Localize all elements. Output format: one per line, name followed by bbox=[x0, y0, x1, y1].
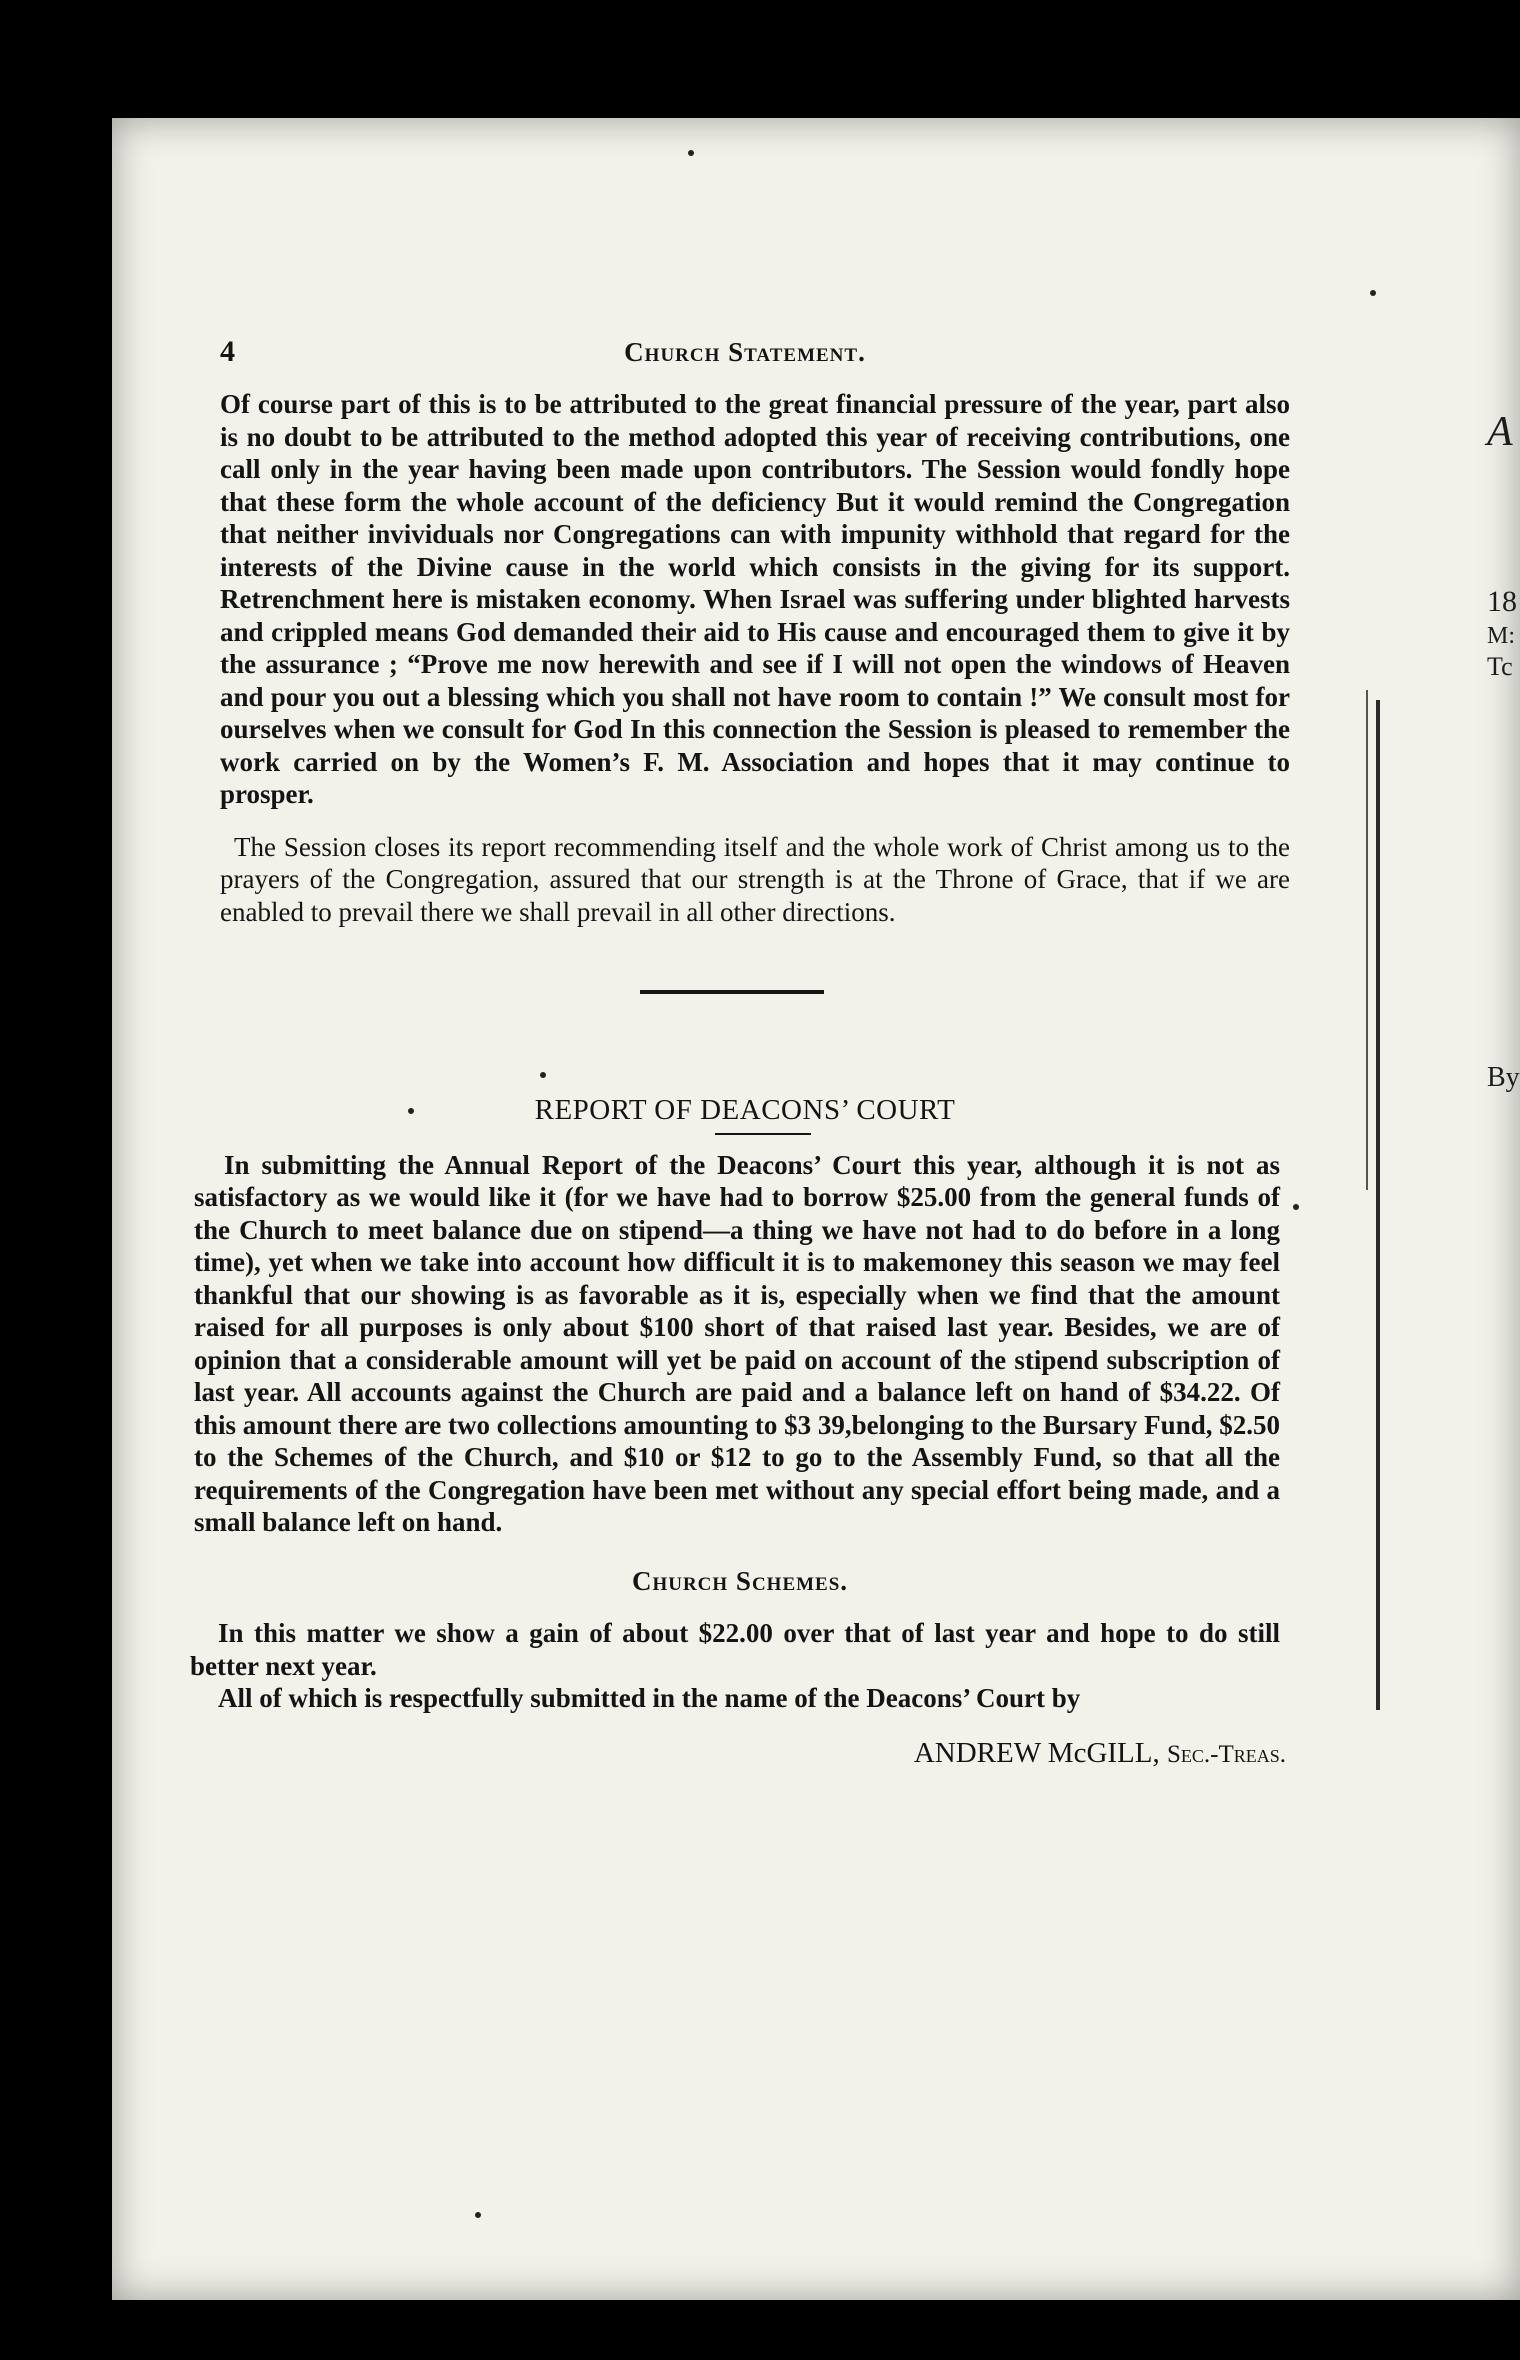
session-closing-paragraph: The Session closes its report recommending itself and the whole work of Christ among us to the prayers of the Congregation, assured that our strength is at the Throne of Grace, that if we are enabled to prevail there we shall prevail in all other directions. bbox=[220, 831, 1290, 927]
section-divider bbox=[640, 990, 824, 994]
page-content bbox=[190, 330, 1290, 1771]
facing-page-letter: A bbox=[1487, 409, 1513, 455]
title-underline bbox=[715, 1133, 811, 1135]
binding-shadow-line-inner bbox=[1366, 690, 1368, 1190]
binding-shadow-line bbox=[1376, 700, 1380, 1710]
deacons-report-paragraph: In submitting the Annual Report of the Deacons’ Court this year, although it is not as satisfactory as we would like it (for we have had to borrow $25.00 from the general funds of the Church to meet balance due on stipend—a thing we have not had to do before in a long time), yet when we take into account how difficult it is to makemoney this season we may feel thankful that our showing is as favorable as it is, especially when we find that the amount raised for all purposes is only about $100 short of that raised last year. Besides, we are of opinion that a considerable amount will yet be paid on account of the stipend subscription of last year. All accounts against the Church are paid and a balance left on hand of $34.22. Of this amount there are two collections amounting to $3 39,belonging to the Bursary Fund, $2.50 to the Schemes of the Church, and $10 or $12 to go to the Assembly Fund, so that all the requirements of the Congregation have been met without any special effort being made, and a small balance left on hand. bbox=[194, 1149, 1280, 1537]
signature-line bbox=[190, 1737, 1286, 1772]
session-report-paragraph: Of course part of this is to be attributed to the great financial pressure of the year, part also is no doubt to be attributed to the method adopted this year of receiving contributions, one call only in the year having been made upon contributors. The Session would fondly hope that these form the whole account of the deficiency But it would remind the Congregation that neither invividuals nor Congregations can with impunity withhold that regard for the interests of the Divine cause in the world which consists in the giving for its support. Retrenchment here is mistaken economy. When Israel was suffering under blighted harvests and crippled means God demanded their aid to His cause and encouraged them to give it by the assurance ; “Prove me now herewith and see if I will not open the windows of Heaven and pour you out a blessing which you shall not have room to contain !” We consult most for ourselves when we consult for God In this connection the Session is pleased to remember the work carried on by the Women’s F. M. Association and hopes that it may continue to prosper. bbox=[220, 389, 1290, 809]
page-header bbox=[220, 330, 1270, 374]
submission-paragraph: All of which is respectfully submitted in the name of the Deacons’ Court by bbox=[218, 1683, 1081, 1713]
signature-title: Sec.-Treas. bbox=[1166, 1740, 1286, 1768]
page-number: 4 bbox=[220, 335, 235, 368]
facing-page-by: By bbox=[1487, 1062, 1520, 1093]
print-speck bbox=[1293, 1204, 1299, 1210]
facing-page-t: Tc bbox=[1487, 652, 1513, 681]
print-speck bbox=[475, 2212, 481, 2218]
running-head: Church Statement. bbox=[624, 337, 866, 367]
deacons-report-title: REPORT OF DEACONS’ COURT bbox=[534, 1094, 956, 1126]
print-speck bbox=[1370, 290, 1376, 296]
church-schemes-heading: Church Schemes. bbox=[631, 1565, 849, 1596]
signature-name: ANDREW McGILL, bbox=[913, 1736, 1160, 1769]
print-speck bbox=[688, 150, 694, 156]
facing-page-year: 18 bbox=[1487, 585, 1517, 618]
facing-page-m: M: bbox=[1487, 623, 1516, 649]
church-schemes-paragraph: In this matter we show a gain of about $22.00 over that of last year and hope to do still better next year. bbox=[190, 1618, 1280, 1681]
